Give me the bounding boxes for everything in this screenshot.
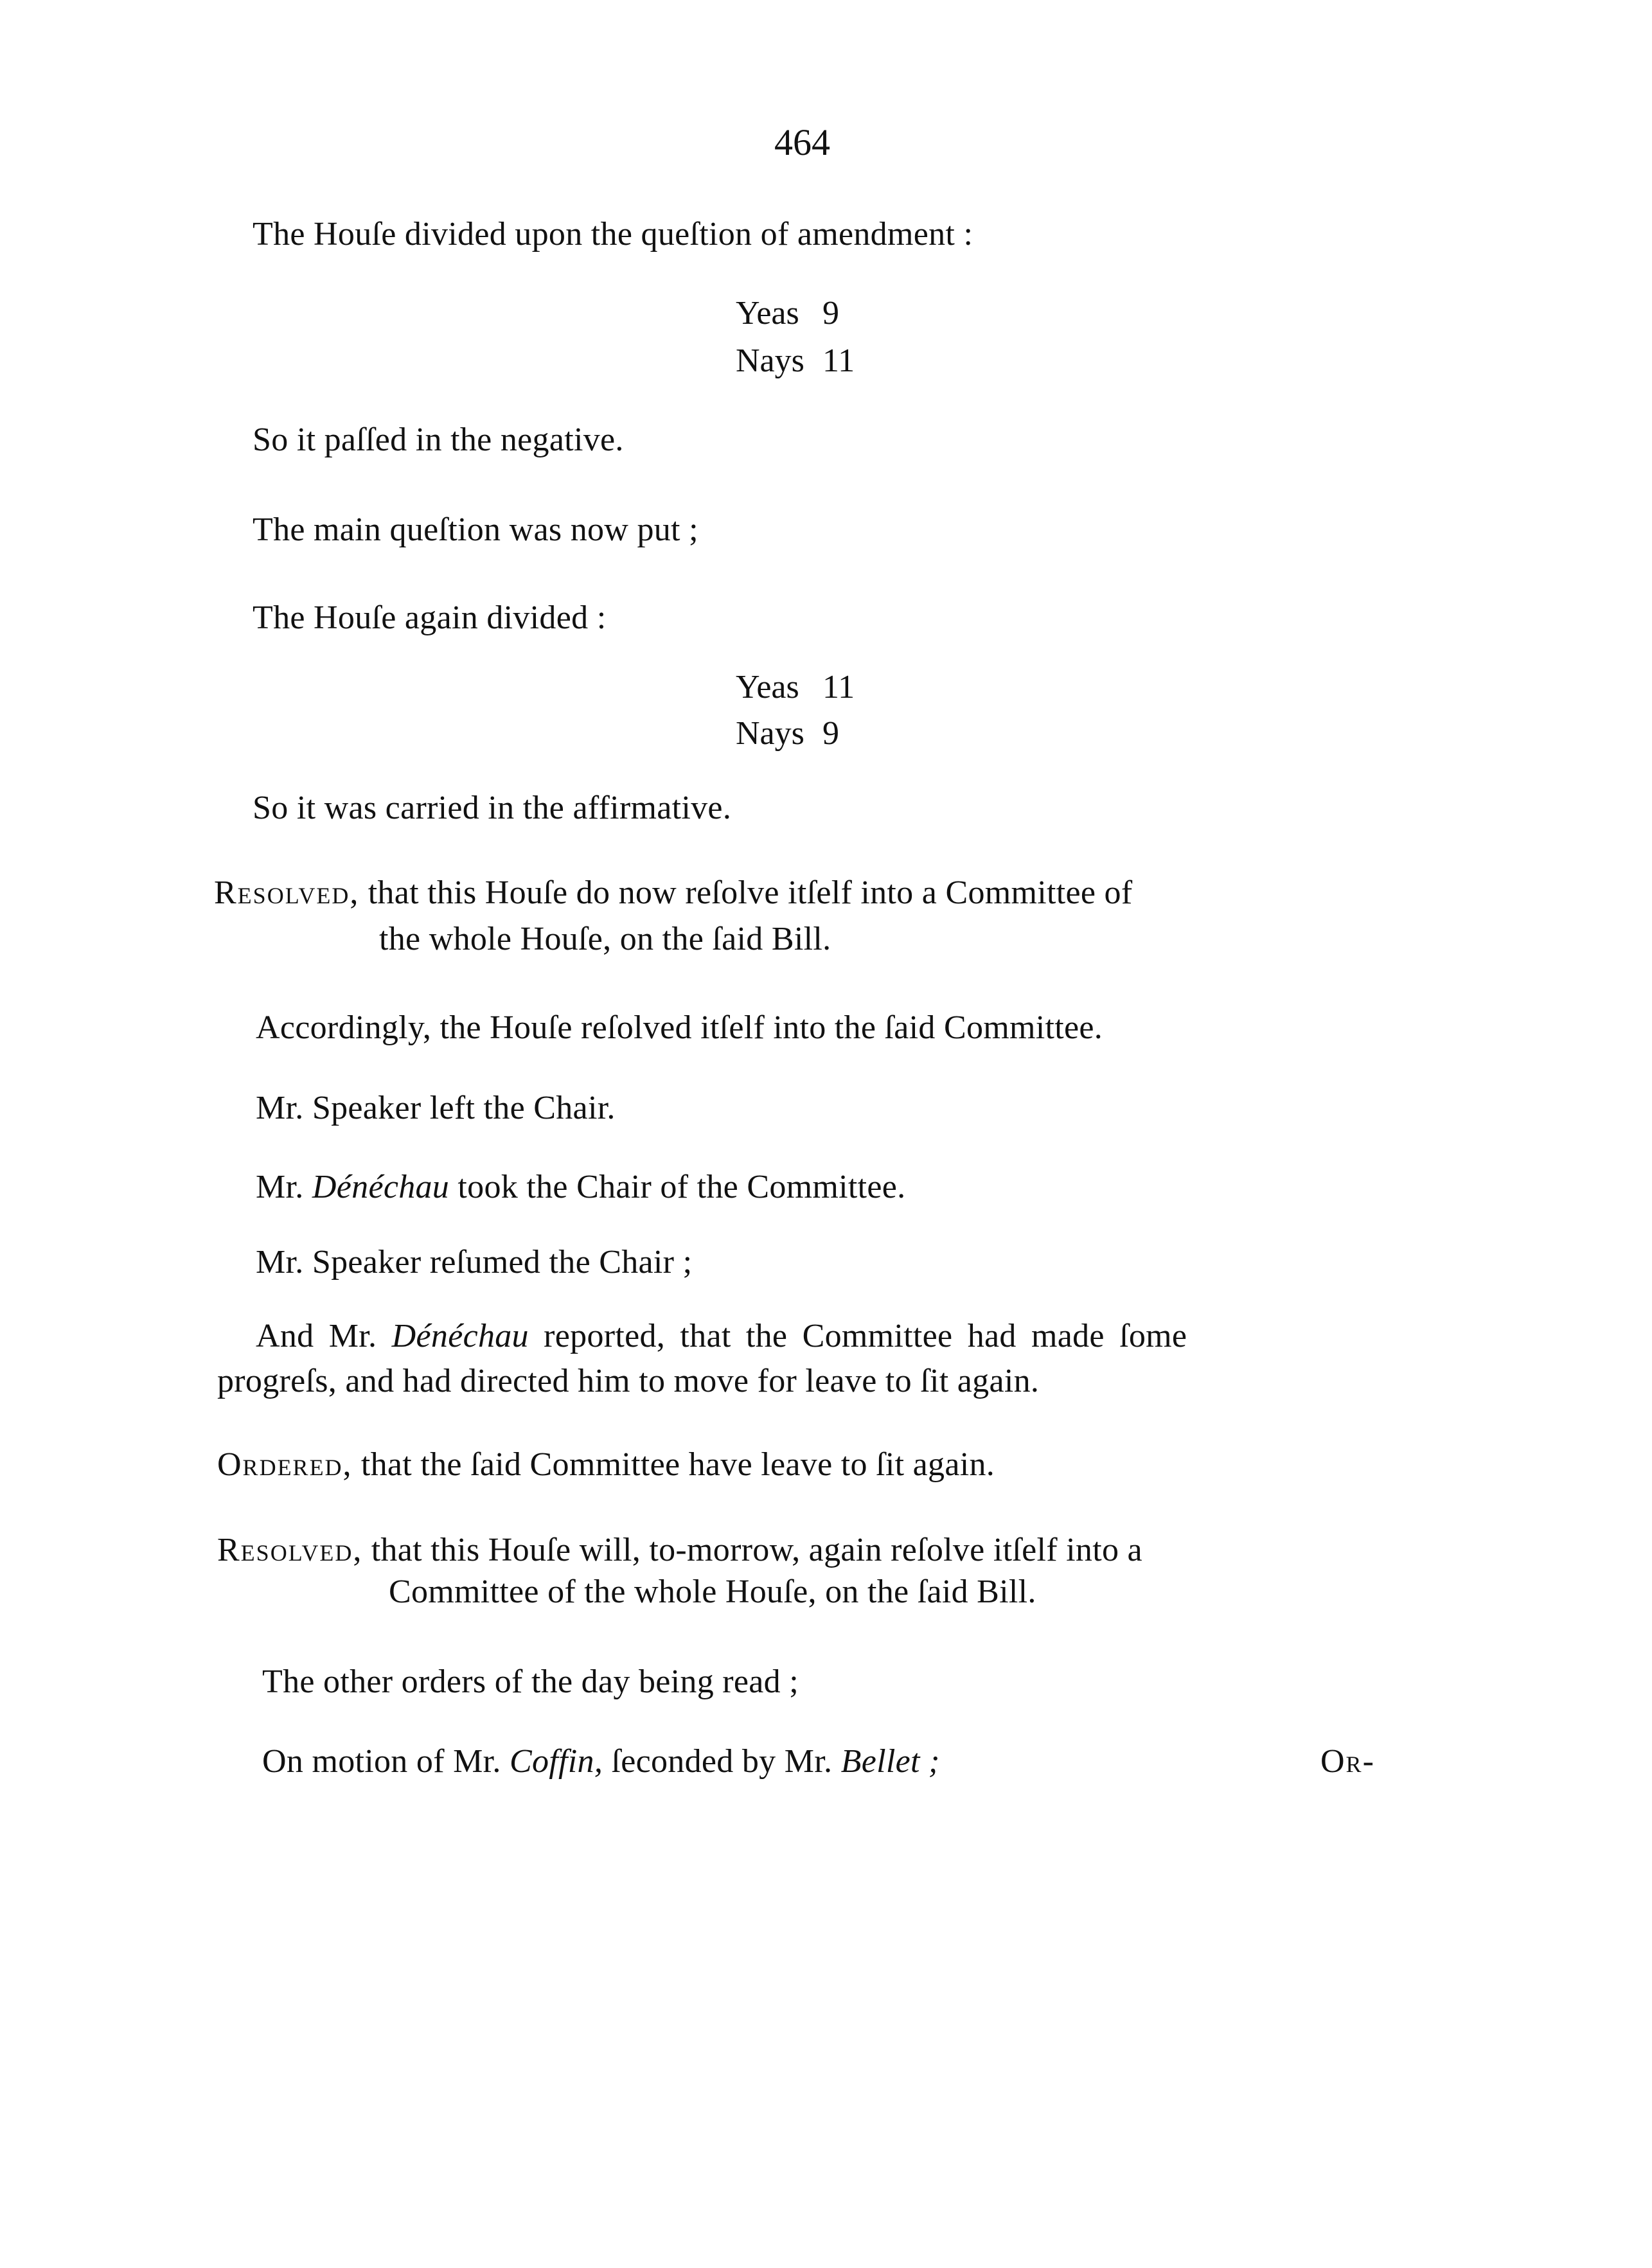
member-name: Bellet ; [840, 1743, 940, 1780]
ordered-text: that the ſaid Committee have leave to ſit again. [360, 1446, 995, 1483]
resolved-text: that this Houſe do now reſolve itſelf into a Committee of [368, 874, 1133, 911]
division-amendment-line: The Houſe divided upon the queſtion of amendment : [253, 216, 973, 252]
reported-text: reported, that the Committee had made ſome [544, 1318, 1187, 1354]
resolved-heading: Resolved, [217, 1532, 363, 1568]
resolved-2-line-1 [217, 1531, 1142, 1570]
took-chair-text: took the Chair of the Committee. [457, 1169, 906, 1205]
tally-yeas-2 [736, 668, 855, 707]
tally-yeas-label: Yeas [736, 669, 799, 705]
affirmative-line: So it was carried in the affirmative. [253, 790, 732, 826]
other-orders-line: The other orders of the day being read ; [262, 1663, 799, 1700]
resolved-heading: Resolved, [214, 874, 360, 911]
tally-nays-value: 9 [822, 715, 839, 752]
tally-nays-2 [736, 714, 839, 753]
catchword: Or- [1320, 1743, 1375, 1780]
resolved-2-line-2: Committee of the whole Houſe, on the ſaid Bill. [389, 1573, 1036, 1610]
negative-line: So it paſſed in the negative. [253, 421, 624, 458]
member-name: Coffin, [510, 1743, 603, 1780]
tally-yeas-value: 11 [822, 669, 855, 705]
reported-prefix: And Mr. [256, 1318, 377, 1354]
tally-yeas-label: Yeas [736, 295, 799, 332]
motion-line [262, 1742, 940, 1781]
page-number: 464 [774, 121, 830, 163]
ordered-heading: Ordered, [217, 1446, 353, 1483]
member-name: Dénéchau [312, 1169, 450, 1205]
tally-yeas-value: 9 [822, 295, 839, 332]
tally-nays-label: Nays [736, 342, 804, 379]
took-chair-line [256, 1168, 905, 1207]
reported-line-2: progreſs, and had directed him to move for leave to ſit again. [217, 1363, 1040, 1399]
took-chair-prefix: Mr. [256, 1169, 304, 1205]
ordered-line [217, 1446, 995, 1484]
tally-nays-1 [736, 342, 855, 380]
again-divided-line: The Houſe again divided : [253, 599, 607, 636]
speaker-left-line: Mr. Speaker left the Chair. [256, 1090, 616, 1126]
tally-nays-label: Nays [736, 715, 804, 752]
resolved-1-line-1 [214, 874, 1132, 912]
motion-text: ſeconded by Mr. [611, 1743, 833, 1780]
motion-prefix: On motion of Mr. [262, 1743, 501, 1780]
member-name: Dénéchau [391, 1318, 529, 1354]
speaker-resumed-line: Mr. Speaker reſumed the Chair ; [256, 1244, 693, 1280]
reported-line-1 [256, 1317, 1187, 1356]
resolved-1-line-2: the whole Houſe, on the ſaid Bill. [379, 921, 831, 957]
resolved-text: that this Houſe will, to-morrow, again reſolve itſelf into a [371, 1532, 1142, 1568]
accordingly-line: Accordingly, the Houſe reſolved itſelf into the ſaid Committee. [256, 1009, 1103, 1046]
main-question-line: The main queſtion was now put ; [253, 511, 698, 548]
tally-yeas-1 [736, 294, 839, 333]
tally-nays-value: 11 [822, 342, 855, 379]
